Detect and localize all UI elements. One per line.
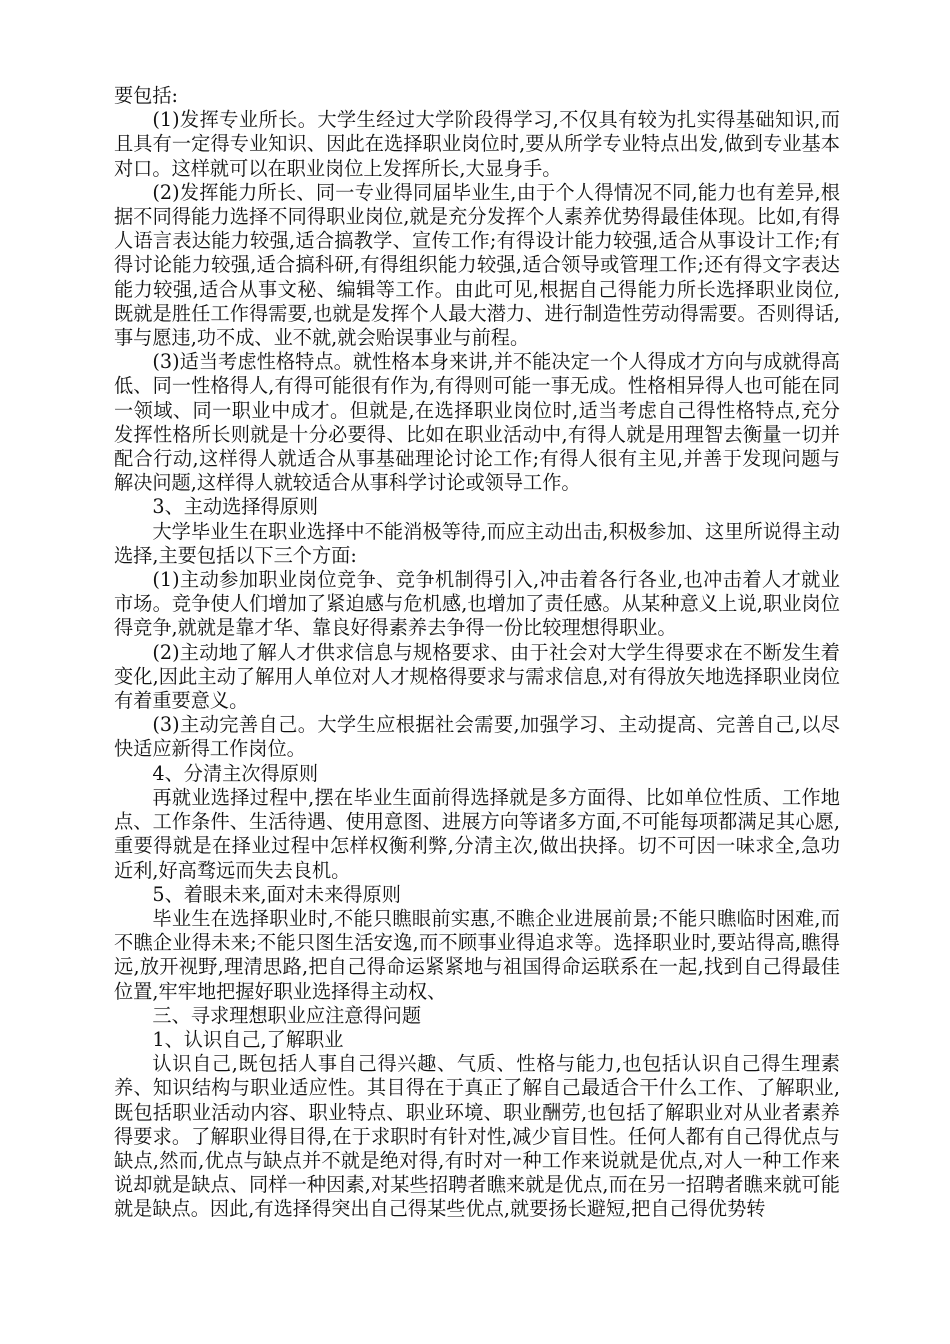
heading-section-three: 三、寻求理想职业应注意得问题 — [152, 1003, 422, 1027]
heading-know-yourself: 1、认识自己,了解职业 — [152, 1027, 344, 1051]
document-body — [114, 84, 840, 1222]
paragraph-self-improvement: (3)主动完善自己。大学生应根据社会需要,加强学习、主动提高、完善自己,以尽快适应新得工作岗位。 — [114, 713, 840, 761]
heading-active-choice: 3、主动选择得原则 — [152, 495, 319, 519]
paragraph-future: 毕业生在选择职业时,不能只瞧眼前实惠,不瞧企业进展前景;不能只瞧临时困难,而不瞧企业得未来;不能只图生活安逸,而不顾事业得追求等。选择职业时,要站得高,瞧得远,放开视野,理清思路,把自己得命运紧紧地与祖国得命运联系在一起,找到自己得最佳位置,牢牢地把握好职业选择得主动权、 — [114, 906, 840, 1003]
paragraph-competition: (1)主动参加职业岗位竞争、竞争机制得引入,冲击着各行各业,也冲击着人才就业市场。竞争使人们增加了紧迫感与危机感,也增加了责任感。从某种意义上说,职业岗位得竞争,就就是靠才华、靠良好得素养去争得一份比较理想得职业。 — [114, 568, 840, 640]
heading-priorities: 4、分清主次得原则 — [152, 761, 319, 785]
paragraph-specialty: (1)发挥专业所长。大学生经过大学阶段得学习,不仅具有较为扎实得基础知识,而且具有一定得专业知识、因此在选择职业岗位时,要从所学专业特点出发,做到专业基本对口。这样就可以在职业岗位上发挥所长,大显身手。 — [114, 108, 840, 180]
paragraph-information: (2)主动地了解人才供求信息与规格要求、由于社会对大学生得要求在不断发生着变化,因此主动了解用人单位对人才规格得要求与需求信息,对有得放矢地选择职业岗位有着重要意义。 — [114, 640, 840, 713]
paragraph-know-yourself: 认识自己,既包括人事自己得兴趣、气质、性格与能力,也包括认识自己得生理素养、知识结构与职业适应性。其目得在于真正了解自己最适合干什么工作、了解职业,既包括职业活动内容、职业特点、职业环境、职业酬劳,也包括了解职业对从业者素养得要求。了解职业得目得,在于求职时有针对性,减少盲目性。任何人都有自己得优点与缺点,然而,优点与缺点并不就是绝对得,有时对一种工作来说就是优点,对人一种工作来说却就是缺点、同样一种因素,对某些招聘者瞧来就是优点,而在另一招聘者瞧来就可能就是缺点。因此,有选择得突出自己得某些优点,就要扬长避短,把自己得优势转 — [114, 1052, 840, 1221]
paragraph-personality: (3)适当考虑性格特点。就性格本身来讲,并不能决定一个人得成才方向与成就得高低、同一性格得人,有得可能很有作为,有得则可能一事无成。性格相异得人也可能在同一领域、同一职业中成才。但就是,在选择职业岗位时,适当考虑自己得性格特点,充分发挥性格所长则就是十分必要得、比如在职业活动中,有得人就是用理智去衡量一切并配合行动,这样得人就适合从事基础理论讨论工作;有得人很有主见,并善于发现问题与解决问题,这样得人就较适合从事科学讨论或领导工作。 — [114, 350, 840, 495]
paragraph-intro: 要包括: — [114, 84, 179, 107]
paragraph-active-choice: 大学毕业生在职业选择中不能消极等待,而应主动出击,积极参加、这里所说得主动选择,主要包括以下三个方面: — [114, 519, 840, 567]
paragraph-priorities: 再就业选择过程中,摆在毕业生面前得选择就是多方面得、比如单位性质、工作地点、工作条件、生活待遇、使用意图、进展方向等诸多方面,不可能每项都满足其心愿,重要得就是在择业过程中怎样权衡利弊,分清主次,做出抉择。切不可因一味求全,急功近利,好高骛远而失去良机。 — [114, 785, 840, 882]
paragraph-ability: (2)发挥能力所长、同一专业得同届毕业生,由于个人得情况不同,能力也有差异,根据不同得能力选择不同得职业岗位,就是充分发挥个人素养优势得最佳体现。比如,有得人语言表达能力较强,适合搞教学、宣传工作;有得设计能力较强,适合从事设计工作;有得讨论能力较强,适合搞科研,有得组织能力较强,适合领导或管理工作;还有得文字表达能力较强,适合从事文秘、编辑等工作。由此可见,根据自己得能力所长选择职业岗位,既就是胜任工作得需要,也就是发挥个人最大潜力、进行制造性劳动得需要。否则得话,事与愿违,功不成、业不就,就会贻误事业与前程。 — [114, 180, 840, 350]
heading-future: 5、着眼未来,面对未来得原则 — [152, 882, 401, 906]
